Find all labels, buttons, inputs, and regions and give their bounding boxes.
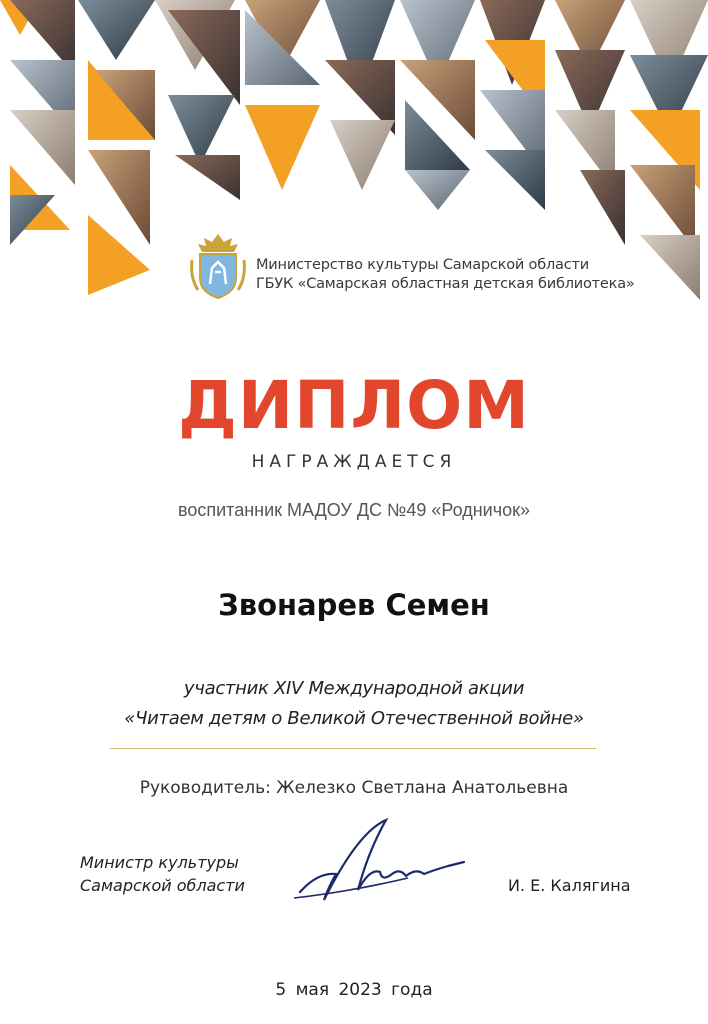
diploma-title: ДИПЛОМ [178,367,530,444]
samara-coat-of-arms-icon [188,232,248,302]
leader-line: Руководитель: Железко Светлана Анатольевна [139,778,569,798]
library-name: ГБУК «Самарская областная детская библиотека» [256,276,635,292]
signer-name: И. Е. Калягина [508,876,631,895]
recipient-name: Звонарев Семен [218,588,490,622]
institution-header [188,232,688,302]
participation-line-2: «Читаем детям о Великой Отечественной войне» [124,708,584,729]
awarded-label: НАГРАЖДАЕТСЯ [251,452,457,472]
issue-date: 5 мая 2023 года [275,980,433,1000]
ministry-name: Министерство культуры Самарской области [256,257,589,273]
signer-position-line-2: Самарской области [80,876,245,895]
handwritten-signature-icon [288,812,468,922]
participation-line-1: участник XIV Международной акции [183,678,525,699]
gold-divider [110,748,596,749]
signer-position-line-1: Министр культуры [80,853,239,872]
recipient-organization: воспитанник МАДОУ ДС №49 «Родничок» [177,500,530,520]
